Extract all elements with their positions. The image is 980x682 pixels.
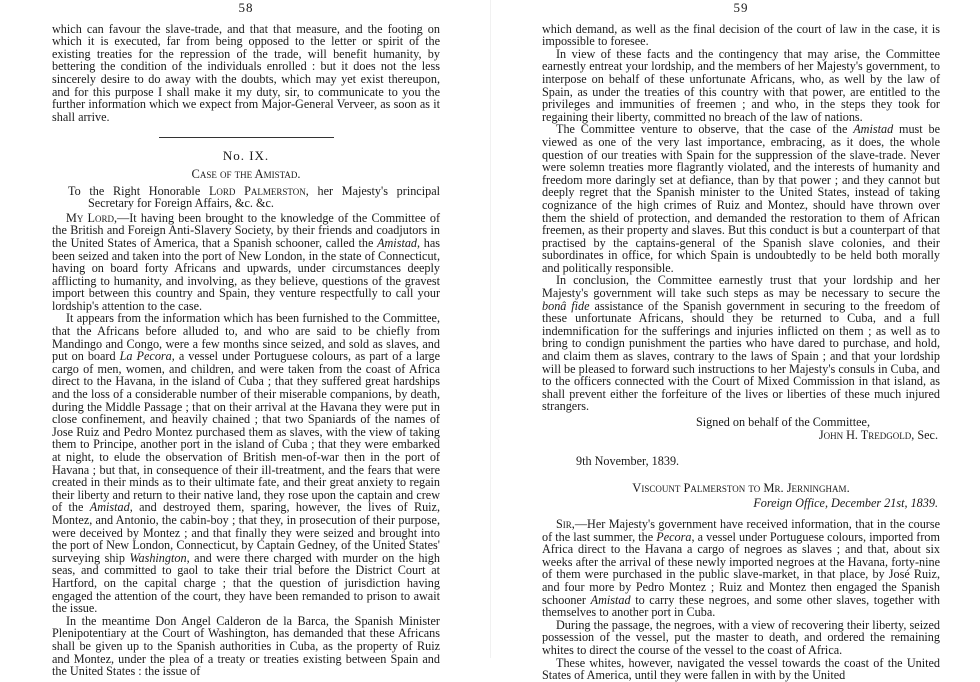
left-page	[52, 0, 441, 679]
letter-paragraph-4: In view of these facts and the contingency that may arise, the Committee earnestly entreat your lordship, and the members of her Majesty's government, to interpose on behalf of these unfortunate Africans, who, as well by the law of Spain, as under the treaties of this country with that power, are entitled to the privileges and immunities of freemen ; and who, in the steps they took for regaining their liberty, committed no breach of the law of nations.	[542, 46, 940, 124]
document-heading: Case of the Amistad.	[191, 166, 301, 181]
letter-paragraph-2: It appears from the information which has been furnished to the Committee, that the Africans before alluded to, and who are said to be chiefly from Mandingo and Congo, were a few months since seized, and sold as slaves, and put on board La Pecora, a vessel under Portuguese colours, as part of a large cargo of men, women, and children, and were taken from the coast of Africa direct to the Havana, in the island of Cuba ; that they suffered great hardships and the loss of a considerable number of their miserable companions, by death, during the Middle Passage ; that on their arrival at the Havana they were put in close confinement, and heavily chained ; that two Spaniards of the names of Jose Ruiz and Pedro Montez purchased them as slaves, with the view of taking them to Principe, another port in the island of Cuba ; that they were embarked at night, to elude the observation of British men-of-war then in the port of Havana ; but that, in consequence of their ill-treatment, and the fears that were created in their minds as to their ultimate fate, and their great anxiety to regain their liberty and return to their native land, they rose upon the captain and crew of the Amistad, and destroyed them, sparing, however, the lives of Ruiz, Montez, and Antonio, the cabin-boy ; that they, in prosecution of their purpose, were deceived by Montez ; and that finally they were seized and brought into the port of New London, Connecticut, by Captain Gedney, of the United States' surveying ship Washington, and were there charged with murder on the high seas, and committed to gaol to take their trial before the District Court at Hartford, on the capital charge ; that the question of jurisdiction having engaged the attention of the court, they have been remanded to prison to await the issue.	[52, 311, 441, 616]
letter-paragraph-8: During the passage, the negroes, with a view of recovering their liberty, seized possession of the vessel, put the master to death, and ordered the remaining whites to direct the course of the vessel to the coast of Africa.	[542, 617, 940, 657]
continued-paragraph: which demand, as well as the final decision of the court of law in the case, it is impossible to foresee.	[542, 21, 940, 49]
addressee-name: Lord Palmerston	[208, 183, 306, 198]
salutation-sir: Sir	[556, 516, 572, 531]
right-page	[542, 0, 941, 682]
page-number-left: 58	[238, 0, 254, 15]
signature: John H. Tredgold, Sec.	[818, 427, 938, 442]
signatory-name: John H. Tredgold	[818, 427, 912, 442]
letter-paragraph-9: These whites, however, navigated the vessel towards the coast of the United States of America, until they were fallen in with by the United	[542, 655, 940, 682]
section-divider	[159, 137, 334, 138]
signed-line: Signed on behalf of the Committee,	[696, 415, 870, 429]
opening-paragraph: which can favour the slave-trade, and that that measure, and the footing on which it is executed, far from being opposed to the letter or spirit of the existing treaties for the repression of the trade, will benefit humanity, by bettering the condition of the individuals enrolled : but it does not the less sincerely desire to do away with the doubts, which may yet exist thereupon, and for this purpose I shall make it my duty, sir, to communicate to you the further information which we expect from Major-General Verveer, as soon as it shall arrive.	[52, 21, 440, 124]
letter-paragraph-6: In conclusion, the Committee earnestly trust that your lordship and her Majesty's government will take such steps as may be necessary to secure the bonâ fide assistance of the Spanish government in securing to the freedom of these unfortunate Africans, should they be returned to Cuba, and a full indemnification for the sufferings and injuries inflicted on them ; as well as to bring to condign punishment the parties who have dared to purchase, and hold, and claim them as slaves, contrary to the laws of Spain ; and that your lordship will be pleased to forward such instructions to her Majesty's consuls in Cuba, and to the officers connected with the Court of Mixed Commission in that island, as shall prevent either the forfeiture of the lives or liberties of these much injured strangers.	[542, 273, 940, 414]
letter-paragraph-3: In the meantime Don Angel Calderon de la Barca, the Spanish Minister Plenipotentiary at the Court of Washington, has demanded that these Africans shall be given up to the Spanish authorities in Cuba, as the property of Ruiz and Montez, under the plea of a treaty or treaties existing between Spain and the United States : the issue of	[52, 613, 440, 679]
address-line: To the Right Honorable Lord Palmerston, her Majesty's principal Secretary for Foreign Affairs, &c. &c.	[68, 183, 440, 211]
letter-date: 9th November, 1839.	[576, 454, 680, 469]
document-number: No. IX.	[222, 148, 270, 164]
letter-paragraph-7: Sir,—Her Majesty's government have received information, that in the course of the last summer, the Pecora, a vessel under Portuguese colours, imported from Africa direct to the Havana a cargo of negroes as slaves ; and that, about six weeks after the arrival of these newly imported negroes at the Havana, forty-nine of them were purchased in the public slave-market, in that place, by José Ruiz, and four more by Pedro Montez ; Ruiz and Montez then engaged the Spanish schooner Amistad to carry these negroes, and some other slaves, together with themselves to another port in Cuba.	[542, 516, 941, 620]
salutation: My Lord	[66, 210, 114, 225]
page-number-right: 59	[733, 0, 749, 15]
office-date-line: Foreign Office, December 21st, 1839.	[753, 496, 938, 511]
letter-paragraph-5: The Committee venture to observe, that the case of the Amistad must be viewed as one of the very last importance, embracing, as it does, the whole question of our treaties with Spain for the suppression of the slave-trade. Never were solemn treaties more flagrantly violated, and the interests of humanity and freedom more daringly set at defiance, than by that power ; and they cannot but deeply regret that the Spanish minister to the United States, instead of taking cognizance of the high crimes of Ruiz and Montez, should have thrown over them the shield of protection, and demanded the restoration to them of African freemen, as their property and slaves. But this conduct is but a counterpart of that practised by the captains-general of the Spanish slave colonies, and their subordinates in office, for which Spain is undoubtedly to be held both morally and politically responsible.	[542, 122, 940, 275]
page-gutter	[490, 0, 491, 658]
second-letter-heading: Viscount Palmerston to Mr. Jerningham.	[632, 480, 850, 495]
letter-paragraph-1: My Lord,—It having been brought to the knowledge of the Committee of the British and Foreign Anti-Slavery Society, by their friends and coadjutors in the United States of America, that a Spanish schooner, called the Amistad, has been seized and taken into the port of New London, in the state of Connecticut, having on board forty Africans and upwards, under circumstances deeply afflicting to humanity, and involving, as they believe, questions of the gravest import between this country and Spain, they venture respectfully to call your lordship's attention to the case.	[52, 210, 440, 313]
